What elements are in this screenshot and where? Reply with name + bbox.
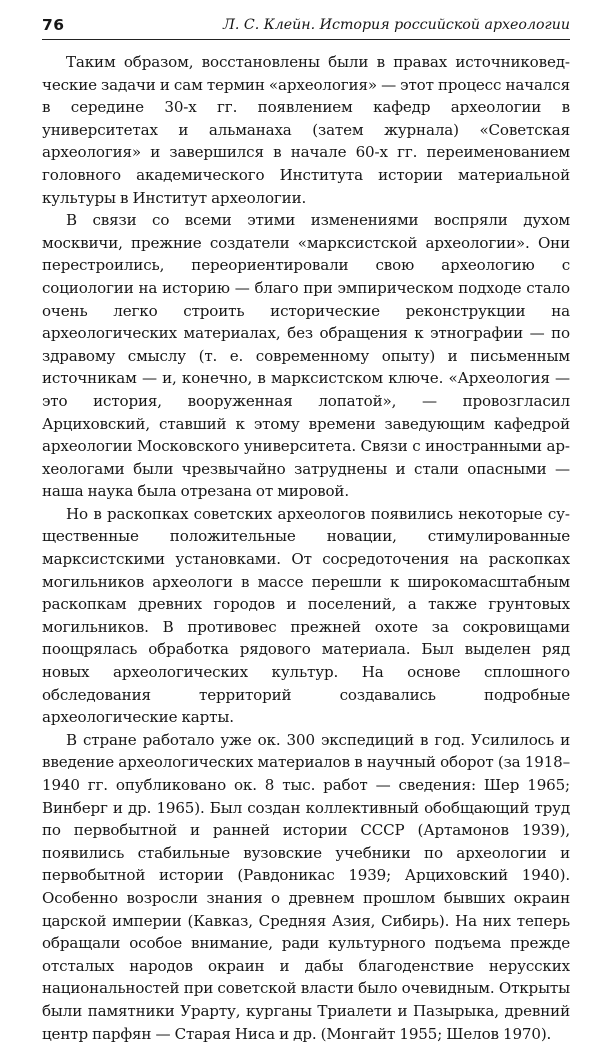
paragraph-3: Но в раскопках советских археологов появились некоторые существенные положительные новации, стимулированные марксистскими установками. От сосредоточения на раскопках могильников археологи в массе перешли к широкомасштабным раскопкам древних городов и поселений, а также грунтовых могильников. В противовес прежней охоте за сокровищами поощрялась обработка рядового материала. Был выделен ряд новых археологических культур. На основе сплошного обследования территорий создавались подробные археологические карты. [42,504,570,727]
body-text [42,51,570,1045]
paragraph-1: Таким образом, восстановлены были в правах источниковедческие задачи и сам термин «археология» — этот процесс начался в середине 30-х гг. появлением кафедр археологии в университетах и альманаха (затем журнала) «Советская археология» и завершился в начале 60-х гг. переименованием головного академического Института истории материальной культуры в Институт археологии. [42,53,570,207]
running-title: Л. С. Клейн. История российской археологии [223,17,570,33]
page-number: 76 [42,16,65,34]
paragraph-4: В стране работало уже ок. 300 экспедиций в год. Усилилось и введение археологических материалов в научный оборот (за 1918–1940 гг. опубликовано ок. 8 тыс. работ — сведения: Шер 1965; Винберг и др. 1965). Был создан коллективный обобщающий труд по первобытной и ранней истории СССР (Артамонов 1939), появились стабильные вузовские учебники по археологии и первобытной истории (Равдоникас 1939; Арциховский 1940). Особенно возросли знания о древнем прошлом бывших окраин царской империи (Кавказ, Средняя Азия, Сибирь). На них теперь обращали особое внимание, ради культурного подъема прежде отсталых народов окраин и дабы благоденствие нерусских национальностей при советской власти было очевидным. Открыты были памятники Урарту, курганы Триалети и Пазырыка, древний центр парфян — Старая Ниса и др. (Монгайт 1955; Шелов 1970). [42,730,570,1043]
page-header [42,16,570,42]
paragraph-2: В связи со всеми этими изменениями воспряли духом москвичи, прежние создатели «марксистской археологии». Они перестроились, переориентировали свою археологию с социологии на историю — благо при эмпирическом подходе стало очень легко строить исторические реконструкции на археологических материалах, без обращения к этнографии — по здравому смыслу (т. е. современному опыту) и письменным источникам — и, конечно, в марксистском ключе. «Археология — это история, вооруженная лопатой», — провозгласил Арциховский, ставший к этому времени заведующим кафедрой археологии Московского университета. Связи с иностранными археологами были чрезвычайно затруднены и стали опасными — наша наука была отрезана от мировой. [42,211,570,501]
header-rule [42,39,570,40]
